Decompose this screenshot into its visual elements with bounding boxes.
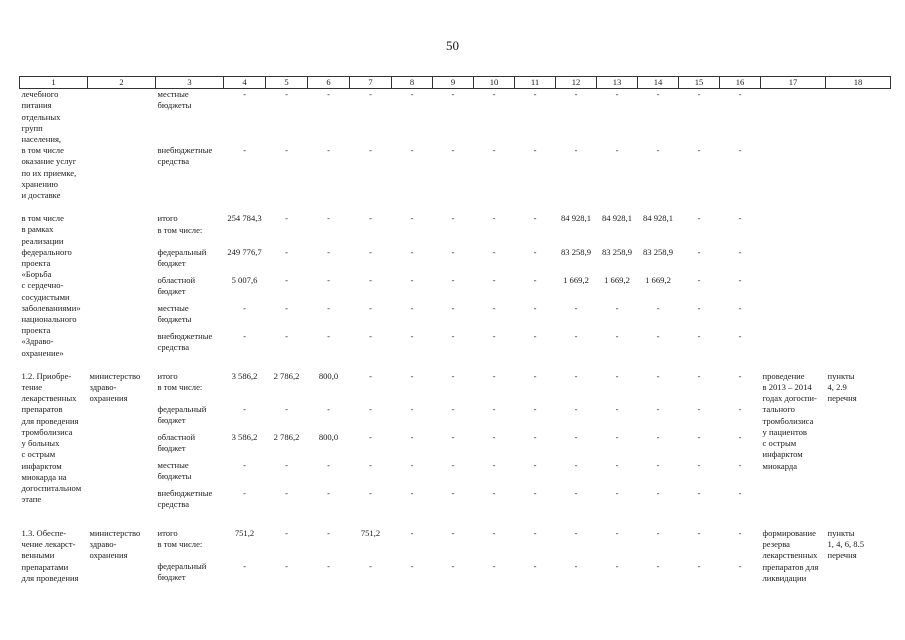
header-cell-16: 16: [720, 77, 761, 89]
amount-cell: -: [285, 330, 288, 341]
amount-cell: -: [533, 144, 537, 155]
funding-source: федеральный бюджет: [157, 404, 207, 426]
amount-cell: -: [615, 528, 619, 539]
amount-cell: -: [492, 246, 496, 257]
amount-cell: -: [697, 144, 701, 155]
amount-cell: -: [410, 528, 414, 539]
amount-cell: [720, 539, 761, 561]
amount-cell: -: [697, 404, 701, 415]
expected-result: [761, 89, 826, 202]
amount-cell: [515, 225, 556, 247]
amount-cell: -: [656, 460, 660, 471]
amount-cell: -: [533, 460, 537, 471]
amount-cell: -: [243, 404, 246, 415]
amount-cell: -: [243, 89, 246, 100]
funding-source: местные бюджеты: [157, 460, 192, 482]
amount-cell: -: [285, 89, 288, 100]
amount-cell: -: [285, 144, 288, 155]
funding-source: федеральный бюджет: [157, 561, 207, 583]
amount-cell: -: [533, 213, 537, 224]
amount-cell: [308, 539, 350, 561]
amount-cell: -: [697, 432, 701, 443]
amount-cell: -: [451, 246, 455, 257]
amount-cell: -: [451, 144, 455, 155]
amount-cell: -: [615, 89, 619, 100]
funding-source: федеральный бюджет: [157, 246, 207, 268]
amount-cell: -: [738, 528, 742, 539]
amount-cell: -: [656, 144, 660, 155]
amount-cell: -: [738, 488, 742, 499]
amount-cell: -: [451, 432, 455, 443]
header-cell-7: 7: [350, 77, 392, 89]
amount-cell: -: [285, 404, 288, 415]
amount-cell: -: [410, 302, 414, 313]
amount-cell: -: [369, 432, 372, 443]
amount-cell: -: [451, 561, 455, 572]
executor: [88, 89, 156, 202]
amount-cell: -: [533, 404, 537, 415]
header-cell-11: 11: [515, 77, 556, 89]
amount-cell: -: [656, 302, 660, 313]
executor: министерство здраво- охранения: [89, 528, 141, 561]
header-cell-13: 13: [597, 77, 638, 89]
amount-cell: -: [410, 89, 414, 100]
amount-cell: -: [410, 432, 414, 443]
amount-cell: -: [492, 274, 496, 285]
amount-cell: -: [656, 432, 660, 443]
amount-cell: -: [697, 460, 701, 471]
amount-cell: -: [327, 89, 330, 100]
amount-cell: -: [492, 528, 496, 539]
funding-source: областной бюджет: [157, 432, 196, 454]
amount-cell: -: [410, 370, 414, 381]
measure-name: 1.3. Обеспе- чение лекарст- венными препаратами для проведения: [21, 528, 79, 583]
amount-cell: -: [285, 274, 288, 285]
amount-cell: [308, 225, 350, 247]
amount-cell: [679, 225, 720, 247]
amount-cell: [224, 382, 266, 404]
amount-cell: [433, 539, 474, 561]
amount-cell: 254 784,3: [227, 213, 262, 224]
expected-result: проведение в 2013 – 2014 годах догоспи- тального тромболизиса у пациентов с острым инфарктом миокарда: [762, 370, 817, 471]
amount-cell: -: [451, 213, 455, 224]
amount-cell: -: [574, 432, 578, 443]
amount-cell: -: [738, 213, 742, 224]
amount-cell: -: [533, 432, 537, 443]
amount-cell: -: [369, 246, 372, 257]
amount-cell: 751,2: [234, 528, 255, 539]
measure-name: в том числе в рамках реализации федерального проекта «Борьба с сердечно- сосудистыми заболеваниями» национального проекта «Здраво- охранение»: [21, 213, 81, 358]
amount-cell: -: [656, 488, 660, 499]
funding-source: областной бюджет: [157, 274, 196, 296]
measure-name: 1.2. Приобре- тение лекарственных препаратов для проведения тромболизиса у больных с острым инфарктом миокарда на догоспитальном этапе: [21, 370, 82, 505]
amount-cell: [474, 225, 515, 247]
header-cell-8: 8: [392, 77, 433, 89]
amount-cell: -: [410, 144, 414, 155]
amount-cell: -: [369, 274, 372, 285]
amount-cell: -: [574, 528, 578, 539]
amount-cell: 249 776,7: [227, 246, 262, 257]
amount-cell: 3 586,2: [231, 432, 258, 443]
amount-cell: -: [451, 460, 455, 471]
amount-cell: -: [492, 460, 496, 471]
amount-cell: -: [369, 561, 372, 572]
amount-cell: 751,2: [360, 528, 381, 539]
amount-cell: [433, 382, 474, 404]
amount-cell: 84 928,1: [601, 213, 633, 224]
amount-cell: -: [410, 404, 414, 415]
amount-cell: -: [410, 274, 414, 285]
amount-cell: -: [656, 370, 660, 381]
amount-cell: -: [697, 302, 701, 313]
amount-cell: -: [574, 330, 578, 341]
amount-cell: -: [369, 404, 372, 415]
amount-cell: 2 786,2: [273, 432, 300, 443]
amount-cell: -: [243, 144, 246, 155]
header-cell-5: 5: [266, 77, 308, 89]
amount-cell: [474, 382, 515, 404]
amount-cell: -: [656, 528, 660, 539]
amount-cell: -: [738, 89, 742, 100]
amount-cell: [350, 539, 392, 561]
amount-cell: -: [243, 330, 246, 341]
amount-cell: -: [369, 89, 372, 100]
amount-cell: [720, 225, 761, 247]
amount-cell: -: [615, 488, 619, 499]
expected-result: [761, 201, 826, 359]
table-row: [20, 359, 891, 382]
amount-cell: -: [451, 330, 455, 341]
amount-cell: -: [533, 246, 537, 257]
amount-cell: -: [615, 460, 619, 471]
amount-cell: -: [410, 561, 414, 572]
amount-cell: -: [492, 561, 496, 572]
amount-cell: -: [738, 274, 742, 285]
indicator-link: [826, 201, 891, 359]
amount-cell: -: [492, 330, 496, 341]
amount-cell: -: [533, 488, 537, 499]
amount-cell: 83 258,9: [560, 246, 592, 257]
amount-cell: -: [615, 330, 619, 341]
amount-cell: [638, 539, 679, 561]
amount-cell: -: [285, 488, 288, 499]
header-cell-14: 14: [638, 77, 679, 89]
amount-cell: -: [369, 330, 372, 341]
executor: [88, 201, 156, 359]
amount-cell: -: [243, 488, 246, 499]
amount-cell: -: [327, 528, 330, 539]
header-cell-1: 1: [20, 77, 88, 89]
amount-cell: -: [492, 302, 496, 313]
amount-cell: -: [243, 460, 246, 471]
amount-cell: -: [738, 404, 742, 415]
amount-cell: -: [574, 370, 578, 381]
amount-cell: [515, 382, 556, 404]
amount-cell: -: [410, 460, 414, 471]
amount-cell: -: [533, 302, 537, 313]
executor: министерство здраво- охранения: [89, 370, 141, 404]
amount-cell: -: [738, 302, 742, 313]
amount-cell: [638, 225, 679, 247]
amount-cell: -: [492, 370, 496, 381]
header-cell-3: 3: [156, 77, 224, 89]
amount-cell: 83 258,9: [642, 246, 674, 257]
amount-cell: -: [615, 561, 619, 572]
amount-cell: -: [492, 432, 496, 443]
amount-cell: -: [697, 213, 701, 224]
amount-cell: -: [738, 561, 742, 572]
indicator-link: пункты 4, 2.9 перечня: [827, 370, 857, 404]
amount-cell: [392, 382, 433, 404]
amount-cell: 84 928,1: [642, 213, 674, 224]
amount-cell: 800,0: [318, 432, 339, 443]
amount-cell: 83 258,9: [601, 246, 633, 257]
amount-cell: -: [656, 561, 660, 572]
header-cell-4: 4: [224, 77, 266, 89]
amount-cell: -: [285, 460, 288, 471]
amount-cell: -: [738, 460, 742, 471]
amount-cell: -: [697, 330, 701, 341]
amount-cell: -: [410, 330, 414, 341]
header-cell-18: 18: [826, 77, 891, 89]
header-cell-17: 17: [761, 77, 826, 89]
amount-cell: -: [615, 302, 619, 313]
funding-source: внебюджетные средства: [157, 144, 213, 167]
table-row: [20, 89, 891, 145]
budget-table-container: [19, 76, 888, 589]
header-row: [20, 77, 891, 89]
amount-cell: [597, 539, 638, 561]
amount-cell: -: [533, 330, 537, 341]
funding-source: итого: [157, 213, 178, 224]
amount-cell: [224, 225, 266, 247]
amount-cell: 1 669,2: [563, 274, 589, 285]
amount-cell: -: [615, 370, 619, 381]
amount-cell: -: [327, 144, 330, 155]
funding-source: внебюджетные средства: [157, 488, 213, 510]
amount-cell: -: [574, 302, 578, 313]
amount-cell: -: [369, 460, 372, 471]
amount-cell: -: [738, 330, 742, 341]
header-cell-10: 10: [474, 77, 515, 89]
amount-cell: [556, 382, 597, 404]
amount-cell: -: [738, 246, 742, 257]
funding-source: итого: [157, 370, 178, 381]
funding-source: в том числе:: [157, 539, 203, 550]
amount-cell: [266, 382, 308, 404]
indicator-link: [826, 89, 891, 202]
amount-cell: 84 928,1: [560, 213, 592, 224]
amount-cell: -: [451, 488, 455, 499]
amount-cell: -: [492, 144, 496, 155]
amount-cell: -: [492, 404, 496, 415]
amount-cell: -: [327, 274, 330, 285]
amount-cell: [556, 225, 597, 247]
amount-cell: [679, 382, 720, 404]
amount-cell: -: [327, 404, 330, 415]
amount-cell: -: [285, 528, 288, 539]
amount-cell: -: [574, 404, 578, 415]
amount-cell: -: [656, 330, 660, 341]
amount-cell: 2 786,2: [273, 370, 300, 381]
amount-cell: [597, 382, 638, 404]
amount-cell: -: [451, 404, 455, 415]
amount-cell: -: [574, 561, 578, 572]
amount-cell: [515, 539, 556, 561]
amount-cell: -: [738, 144, 742, 155]
amount-cell: -: [533, 89, 537, 100]
amount-cell: [433, 225, 474, 247]
amount-cell: -: [533, 561, 537, 572]
funding-source: местные бюджеты: [157, 302, 192, 324]
amount-cell: -: [285, 302, 288, 313]
amount-cell: -: [533, 528, 537, 539]
amount-cell: -: [451, 370, 455, 381]
table-row: [20, 516, 891, 539]
amount-cell: 1 669,2: [604, 274, 630, 285]
amount-cell: [392, 539, 433, 561]
table-row: [20, 201, 891, 224]
amount-cell: [638, 382, 679, 404]
amount-cell: -: [656, 89, 660, 100]
amount-cell: -: [574, 488, 578, 499]
amount-cell: -: [327, 330, 330, 341]
amount-cell: -: [615, 404, 619, 415]
amount-cell: -: [697, 246, 701, 257]
amount-cell: [350, 382, 392, 404]
header-cell-2: 2: [88, 77, 156, 89]
amount-cell: -: [533, 274, 537, 285]
amount-cell: -: [369, 370, 372, 381]
amount-cell: -: [369, 144, 372, 155]
amount-cell: -: [533, 370, 537, 381]
amount-cell: -: [410, 246, 414, 257]
amount-cell: [597, 225, 638, 247]
amount-cell: -: [285, 246, 288, 257]
amount-cell: -: [615, 432, 619, 443]
amount-cell: -: [574, 89, 578, 100]
amount-cell: 3 586,2: [231, 370, 258, 381]
expected-result: формирование резерва лекарственных препаратов для ликвидации: [762, 528, 819, 583]
amount-cell: -: [451, 89, 455, 100]
amount-cell: [350, 225, 392, 247]
page-number: 50: [446, 38, 459, 53]
amount-cell: -: [285, 561, 288, 572]
amount-cell: -: [327, 246, 330, 257]
amount-cell: -: [697, 274, 701, 285]
header-cell-12: 12: [556, 77, 597, 89]
amount-cell: [224, 539, 266, 561]
amount-cell: -: [697, 561, 701, 572]
amount-cell: -: [327, 561, 330, 572]
funding-source: внебюджетные средства: [157, 330, 213, 352]
amount-cell: -: [451, 528, 455, 539]
amount-cell: -: [410, 213, 414, 224]
amount-cell: -: [243, 302, 246, 313]
amount-cell: -: [738, 370, 742, 381]
amount-cell: -: [492, 213, 496, 224]
amount-cell: [474, 539, 515, 561]
amount-cell: -: [451, 274, 455, 285]
header-cell-9: 9: [433, 77, 474, 89]
amount-cell: -: [615, 144, 619, 155]
header-cell-6: 6: [308, 77, 350, 89]
amount-cell: -: [574, 460, 578, 471]
amount-cell: -: [369, 488, 372, 499]
amount-cell: [720, 382, 761, 404]
amount-cell: -: [697, 89, 701, 100]
amount-cell: -: [369, 302, 372, 313]
amount-cell: [679, 539, 720, 561]
amount-cell: [308, 382, 350, 404]
measure-name: лечебного питания отдельных групп населения, в том числе оказание услуг по их приемке, хранению и доставке: [21, 89, 77, 201]
amount-cell: -: [697, 488, 701, 499]
funding-source: местные бюджеты: [157, 89, 192, 111]
amount-cell: [392, 225, 433, 247]
amount-cell: -: [451, 302, 455, 313]
budget-table: [19, 76, 891, 589]
amount-cell: 5 007,6: [231, 274, 258, 285]
amount-cell: -: [327, 460, 330, 471]
amount-cell: -: [327, 213, 330, 224]
indicator-link: пункты 1, 4, 6, 8.5 перечня: [827, 528, 865, 561]
amount-cell: -: [738, 432, 742, 443]
amount-cell: -: [243, 561, 246, 572]
amount-cell: -: [327, 488, 330, 499]
amount-cell: -: [697, 528, 701, 539]
header-cell-15: 15: [679, 77, 720, 89]
amount-cell: -: [574, 144, 578, 155]
amount-cell: -: [697, 370, 701, 381]
funding-source: в том числе:: [157, 224, 203, 235]
amount-cell: [266, 225, 308, 247]
amount-cell: [556, 539, 597, 561]
amount-cell: 1 669,2: [645, 274, 671, 285]
amount-cell: -: [369, 213, 372, 224]
amount-cell: -: [492, 89, 496, 100]
amount-cell: [266, 539, 308, 561]
amount-cell: -: [656, 404, 660, 415]
amount-cell: -: [285, 213, 288, 224]
amount-cell: -: [492, 488, 496, 499]
funding-source: итого: [157, 528, 178, 539]
amount-cell: 800,0: [318, 370, 339, 381]
funding-source: в том числе:: [157, 382, 203, 393]
amount-cell: -: [410, 488, 414, 499]
amount-cell: -: [327, 302, 330, 313]
